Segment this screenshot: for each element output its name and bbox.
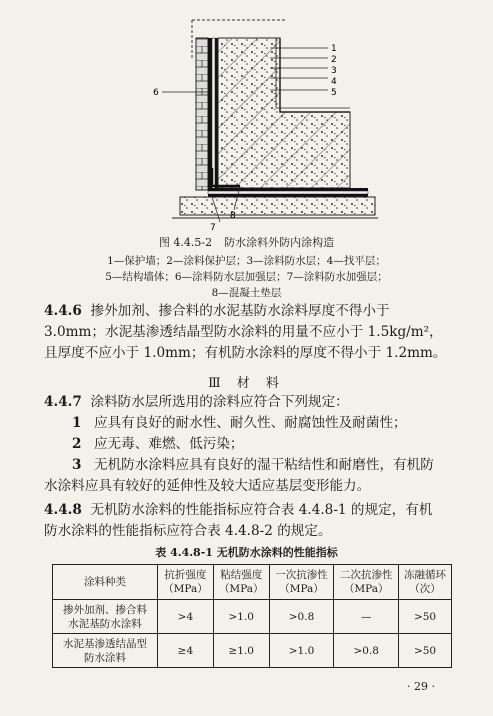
item-text: 水涂料应具有较好的延伸性及较大适应基层变形能力。 xyxy=(44,478,371,494)
table-row xyxy=(53,634,452,668)
item-number: 2 xyxy=(72,436,82,452)
table-cell: >0.8 xyxy=(269,600,334,634)
row-type-cell: 水泥基渗透结晶型 防水涂料 xyxy=(53,634,158,668)
table-cell: >50 xyxy=(399,600,452,634)
row-type-cell: 掺外加剂、掺合料 水泥基防水涂料 xyxy=(53,600,158,634)
clause-text: 涂料防水层所选用的涂料应符合下列规定： xyxy=(90,394,349,410)
page-number: · 29 · xyxy=(407,680,435,693)
callout-4: 4 xyxy=(331,77,337,87)
clause-4-4-8 xyxy=(44,500,484,542)
header-cell: 抗折强度 （MPa） xyxy=(158,565,214,600)
header-cell: 一次抗渗性 （MPa） xyxy=(269,565,334,600)
figure-title: 防水涂料外防内涂构造 xyxy=(224,236,335,249)
item-text: 应具有良好的耐水性、耐久性、耐腐蚀性及耐菌性； xyxy=(94,415,407,431)
item-number: 1 xyxy=(72,415,82,431)
figure-legend-line: 8—混凝土垫层 xyxy=(211,287,282,299)
callout-7: 7 xyxy=(210,223,216,233)
table-row xyxy=(53,600,452,634)
table-cell: — xyxy=(334,600,399,634)
clause-text: 3.0mm；水泥基渗透结晶型防水涂料的用量不应小于 1.5kg/m²， xyxy=(44,324,443,340)
figure-legend-line: 1—保护墙；2—涂料保护层；3—涂料防水层；4—找平层； xyxy=(107,255,386,267)
clause-4-4-6 xyxy=(44,301,484,364)
callout-5: 5 xyxy=(331,88,337,98)
clause-text: 且厚度不应小于 1.0mm；有机防水涂料的厚度不得小于 1.2mm。 xyxy=(44,345,447,361)
clause-text: 掺外加剂、掺合料的水泥基防水涂料厚度不得小于 xyxy=(90,303,390,319)
table-cell: ≥4 xyxy=(158,634,214,668)
item-number: 3 xyxy=(72,457,82,473)
callout-8: 8 xyxy=(230,211,236,221)
table-cell: >4 xyxy=(158,600,214,634)
header-cell: 涂料种类 xyxy=(53,565,158,600)
concrete-cushion xyxy=(180,197,375,215)
table-cell: >0.8 xyxy=(334,634,399,668)
callout-1: 1 xyxy=(331,44,337,54)
clause-number: 4.4.7 xyxy=(44,394,82,410)
header-cell: 粘结强度 （MPa） xyxy=(213,565,269,600)
table-cell: >1.0 xyxy=(213,600,269,634)
table-cell: ≥1.0 xyxy=(213,634,269,668)
clause-number: 4.4.8 xyxy=(44,502,82,518)
protective-wall xyxy=(196,38,208,190)
figure-legend-line: 5—结构墙体；6—涂料防水层加强层；7—涂料防水加强层； xyxy=(105,271,388,283)
header-cell: 冻融循环 （次） xyxy=(399,565,452,600)
clause-number: 4.4.6 xyxy=(44,303,82,319)
item-text: 应无毒、难燃、低污染； xyxy=(94,436,244,452)
performance-table xyxy=(52,564,452,668)
clause-text: 无机防水涂料的性能指标应符合表 4.4.8-1 的规定，有机 xyxy=(90,502,433,518)
callout-3: 3 xyxy=(331,66,337,76)
table-cell: >1.0 xyxy=(269,634,334,668)
clause-text: 防水涂料的性能指标应符合表 4.4.8-2 的规定。 xyxy=(44,523,332,539)
diagram-svg xyxy=(150,18,380,233)
construction-diagram xyxy=(150,18,380,233)
figure-caption xyxy=(0,236,493,250)
table-cell: >50 xyxy=(399,634,452,668)
callout-6: 6 xyxy=(153,88,159,98)
table-header-row xyxy=(53,565,452,600)
table-title: 表 4.4.8-1 无机防水涂料的性能指标 xyxy=(155,546,338,559)
callout-2: 2 xyxy=(331,55,337,65)
header-cell: 二次抗渗性 （MPa） xyxy=(334,565,399,600)
figure-number: 图 4.4.5-2 xyxy=(158,236,213,249)
item-text: 无机防水涂料应具有良好的湿干粘结性和耐磨性，有机防 xyxy=(94,457,434,473)
section-heading: Ⅲ 材 料 xyxy=(208,376,285,391)
clause-4-4-7 xyxy=(44,392,484,497)
